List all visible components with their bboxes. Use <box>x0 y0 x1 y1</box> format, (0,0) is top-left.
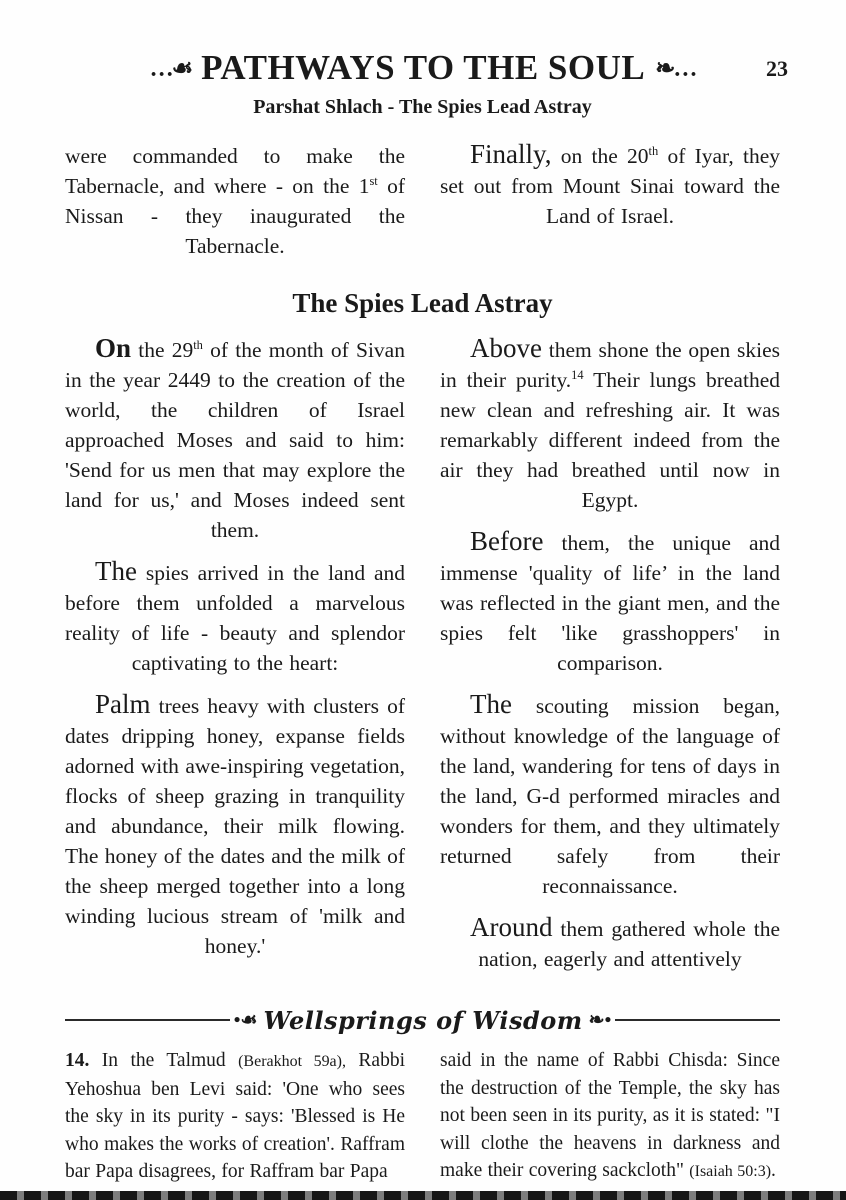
book-title: PATHWAYS TO THE SOUL <box>201 48 646 87</box>
footnote-column-right <box>440 1047 780 1186</box>
footnote-column-left <box>65 1047 405 1186</box>
flourish-left-icon: …☙ <box>149 55 192 82</box>
text-segment: on the 20 <box>551 144 649 168</box>
text-segment: were commanded to make the Tabernacle, and where - on the 1 <box>65 144 405 198</box>
divider-rule-left <box>65 1019 230 1021</box>
paragraph-finally <box>440 141 780 231</box>
footnote-14-left <box>65 1047 405 1186</box>
text-segment: The <box>95 556 137 586</box>
text-segment: scouting mission began, without knowledge of the language of the land, wandering for tens of days in the land, G-d performed miracles and wonders for them, and they ultimately returned safely from their reconnaissance. <box>440 694 780 898</box>
text-segment: Above <box>470 333 542 363</box>
text-segment: them, the unique and immense 'quality of life’ in the land was reflected in the giant men, and the spies felt 'like grasshoppers' in comparison. <box>440 531 780 675</box>
text-segment: On <box>95 333 132 363</box>
paragraph-palm-trees <box>65 691 405 961</box>
top-text-columns <box>65 141 780 274</box>
text-segment: of Nissan - they inaugurated the Tabernacle. <box>65 174 405 258</box>
text-segment: Rabbi Yehoshua ben Levi said: 'One who sees the sky in its purity - says: 'Blessed is He who makes the works of creation'. Raffram bar Papa disagrees, for Raffram bar Papa <box>65 1050 405 1182</box>
text-segment: said in the name of Rabbi Chisda: Since the destruction of the Temple, the sky has not been seen in its purity, as it is stated: "I will clothe the heavens in darkness and make their covering sackcloth" <box>440 1050 780 1181</box>
paragraph-above-them <box>440 335 780 515</box>
text-segment: of the month of Sivan in the year 2449 to the creation of the world, the children of Israel approached Moses and said to him: 'Send for us men that may explore the land for us,' and Moses indeed sent them. <box>65 338 405 542</box>
text-segment: trees heavy with clusters of dates dripping honey, expanse fields adorned with awe-inspiring vegetation, flocks of sheep grazing in tranquility and abundance, their milk flowing. The honey of the dates and the milk of the sheep merged together into a long winding lucious stream of 'milk and honey.' <box>65 694 405 958</box>
text-segment: . <box>771 1160 776 1181</box>
footnote-divider <box>65 1003 780 1037</box>
text-segment: spies arrived in the land and before them unfolded a marvelous reality of life - beauty and splendor captivating to the heart: <box>65 561 405 675</box>
main-text-columns <box>65 335 780 987</box>
footnote-reference: th <box>193 337 203 352</box>
text-segment: Around <box>470 912 553 942</box>
section-heading: The Spies Lead Astray <box>292 288 553 318</box>
text-segment: Finally, <box>470 139 552 169</box>
chapter-subtitle: Parshat Shlach - The Spies Lead Astray <box>253 96 592 118</box>
paragraph-spies-arrived <box>65 558 405 678</box>
paragraph-before-them <box>440 528 780 678</box>
text-segment: them gathered whole the nation, eagerly and attentively <box>478 917 780 971</box>
paragraph-scouting-mission <box>440 691 780 901</box>
footnote-14-right <box>440 1047 780 1186</box>
footnote-reference: st <box>369 173 378 188</box>
text-segment: the 29 <box>131 338 194 362</box>
paragraph-continuation <box>65 141 405 261</box>
text-segment: Their lungs breathed new clean and refreshing air. It was remarkably different indeed from the air they had breathed until now in Egypt. <box>440 368 780 512</box>
footnote-columns <box>65 1047 780 1186</box>
divider-rule-right <box>615 1019 780 1021</box>
text-segment: of Iyar, they set out from Mount Sinai toward the Land of Israel. <box>440 144 780 228</box>
divider-label-wrap <box>230 1006 615 1035</box>
paragraph-around-them <box>440 914 780 974</box>
paragraph-on-the-29th <box>65 335 405 545</box>
main-column-right <box>440 335 780 987</box>
text-segment: them shone the open skies in their purity. <box>440 338 780 392</box>
scan-edge-artifact <box>0 1191 846 1200</box>
text-segment: 14. <box>65 1050 90 1071</box>
page-header <box>65 44 788 92</box>
top-column-left <box>65 141 405 274</box>
text-segment: (Isaiah 50:3) <box>689 1163 772 1180</box>
divider-flourish-left-icon: •☙ <box>233 1009 258 1031</box>
text-segment: The <box>470 689 512 719</box>
divider-flourish-right-icon: ❧• <box>588 1009 612 1031</box>
text-segment: Before <box>470 526 544 556</box>
footnote-reference: th <box>648 143 659 158</box>
text-segment: Palm <box>95 689 151 719</box>
main-column-left <box>65 335 405 987</box>
text-segment: In the Talmud <box>89 1050 239 1071</box>
wellsprings-of-wisdom-label: Wellsprings of Wisdom <box>263 1005 583 1035</box>
footnote-reference: 14 <box>571 367 584 382</box>
page-number: 23 <box>766 56 788 81</box>
text-segment: (Berakhot 59a), <box>238 1053 346 1070</box>
flourish-right-icon: ❧… <box>655 55 696 82</box>
top-column-right <box>440 141 780 274</box>
